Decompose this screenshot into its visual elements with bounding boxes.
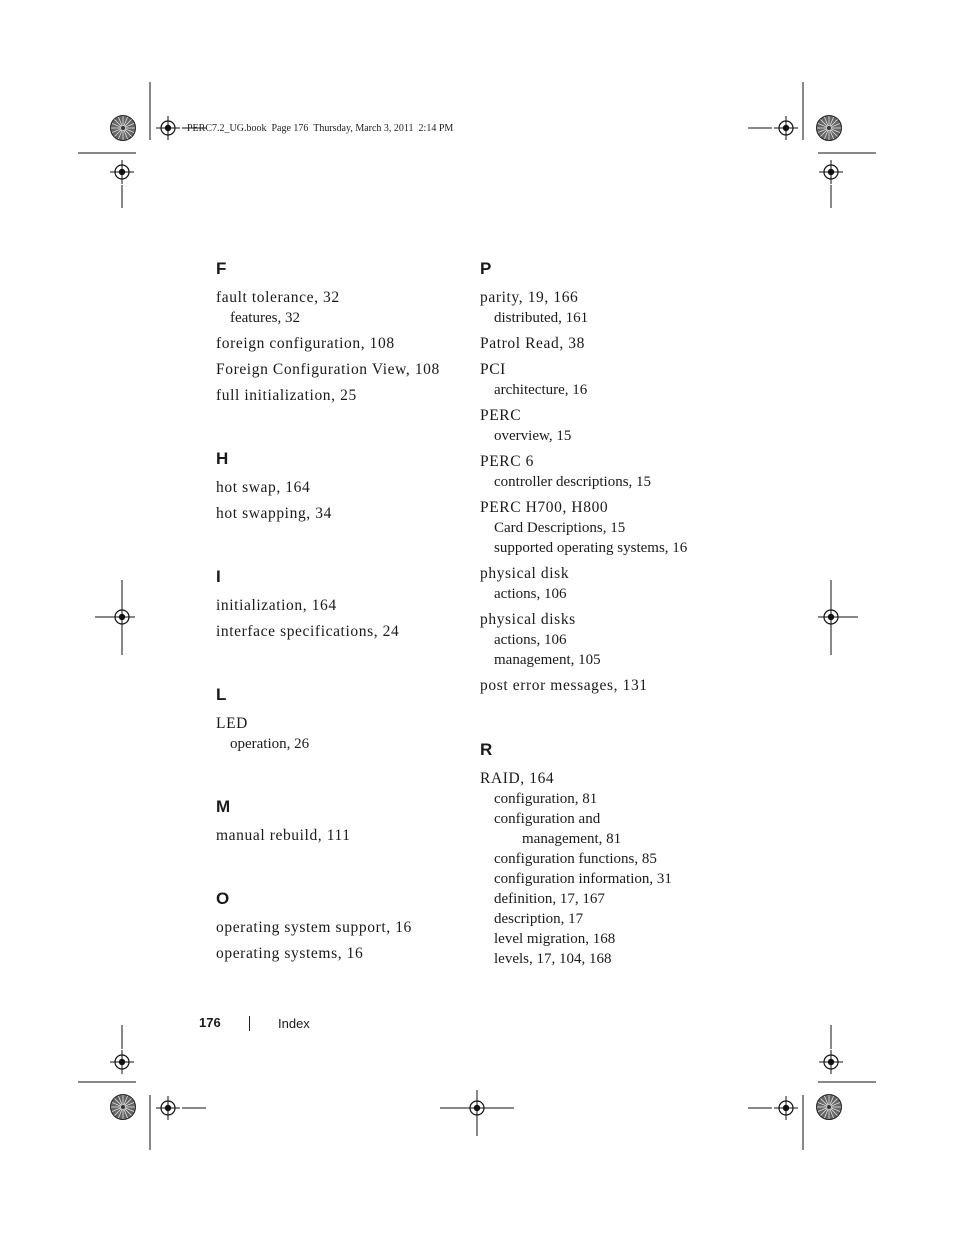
index-entry-main: PERC 6 [480,453,534,470]
index-entry-main: hot swapping, 34 [216,505,332,522]
index-entry-main: PERC H700, H800 [480,499,609,516]
section-letter: M [216,797,231,816]
section-letter: F [216,259,227,278]
index-subentry: architecture, 16 [494,382,588,398]
index-entry-main: hot swap, 164 [216,479,311,496]
index-entry-main: initialization, 164 [216,597,337,614]
index-entry-main: fault tolerance, 32 [216,289,340,306]
index-entry-main: physical disk [480,565,570,582]
index-section-i [216,566,466,642]
index-entry [216,334,466,354]
crosshair-registration-mark-icon [774,116,798,140]
section-letter: R [480,740,493,759]
index-entry [216,478,466,498]
crosshair-registration-mark-icon [156,1096,180,1120]
index-entry-main: operating system support, 16 [216,919,412,936]
index-entry-main: RAID, 164 [480,770,555,787]
index-entry-main: post error messages, 131 [480,677,648,694]
crosshair-registration-mark-icon [774,1096,798,1120]
index-entry-main: Patrol Read, 38 [480,335,585,352]
index-column-left [216,258,466,1006]
index-entry-main: operating systems, 16 [216,945,364,962]
index-subentry: levels, 17, 104, 168 [494,951,612,967]
index-entry [216,596,466,616]
index-subentry: level migration, 168 [494,931,616,947]
index-subentry: configuration, 81 [494,791,598,807]
index-subentry: features, 32 [230,310,300,326]
index-subentry: overview, 15 [494,428,572,444]
crosshair-registration-mark-icon [819,1050,843,1074]
footer-title: Index [278,1016,310,1031]
index-entry [216,360,466,380]
index-entry [480,564,740,604]
index-entry [216,622,466,642]
index-entry [480,334,740,354]
index-entry-main: full initialization, 25 [216,387,357,404]
print-slug: PERC7.2_UG.book Page 176 Thursday, March 3, 2011 2:14 PM [187,123,454,134]
section-letter: H [216,449,229,468]
index-section-p [480,258,740,696]
index-entry-main: manual rebuild, 111 [216,827,351,844]
index-subentry: actions, 106 [494,632,567,648]
index-entry-main: physical disks [480,611,576,628]
section-letter: I [216,567,221,586]
index-subentry: controller descriptions, 15 [494,474,652,490]
starburst-registration-mark-icon [111,116,136,141]
section-letter: O [216,889,230,908]
starburst-registration-mark-icon [111,1095,136,1120]
index-entry-main: PCI [480,361,506,378]
index-column-right [480,258,740,1012]
crosshair-registration-mark-icon [110,160,134,184]
index-subentry: definition, 17, 167 [494,891,605,907]
starburst-registration-mark-icon [817,116,842,141]
index-subentry: configuration and [494,811,601,827]
index-entry-main: foreign configuration, 108 [216,335,395,352]
page-number: 176 [199,1015,221,1030]
index-subentry: configuration functions, 85 [494,851,657,867]
crosshair-registration-mark-icon [110,1050,134,1074]
index-entry [216,826,466,846]
index-entry-main: Foreign Configuration View, 108 [216,361,440,378]
index-subentry: Card Descriptions, 15 [494,520,626,536]
index-entry-main: PERC [480,407,522,424]
index-entry [216,714,466,754]
index-entry [216,386,466,406]
section-letter: L [216,685,227,704]
index-subentry: description, 17 [494,911,584,927]
index-subentry: management, 81 [522,831,622,847]
index-subentry: configuration information, 31 [494,871,672,887]
section-letter: P [480,259,492,278]
index-entry [216,918,466,938]
index-subentry: management, 105 [494,652,601,668]
index-entry [480,769,740,969]
index-entry [480,406,740,446]
index-subentry: distributed, 161 [494,310,589,326]
index-section-m [216,796,466,846]
index-entry [480,360,740,400]
crosshair-registration-mark-icon [156,116,180,140]
index-entry-main: parity, 19, 166 [480,289,579,306]
index-entry [480,610,740,670]
index-section-h [216,448,466,524]
index-subentry: actions, 106 [494,586,567,602]
index-subentry: operation, 26 [230,736,310,752]
index-section-r [480,739,740,969]
index-entry [216,504,466,524]
index-entry-main: LED [216,715,248,732]
index-section-f [216,258,466,406]
index-section-l [216,684,466,754]
index-entry-main: interface specifications, 24 [216,623,400,640]
index-entry [216,944,466,964]
index-entry [480,676,740,696]
footer-divider [249,1016,250,1031]
index-entry [480,288,740,328]
crosshair-registration-mark-icon [819,160,843,184]
index-entry [480,498,740,558]
index-entry [216,288,466,328]
index-section-o [216,888,466,964]
starburst-registration-mark-icon [817,1095,842,1120]
index-entry [480,452,740,492]
index-subentry: supported operating systems, 16 [494,540,688,556]
